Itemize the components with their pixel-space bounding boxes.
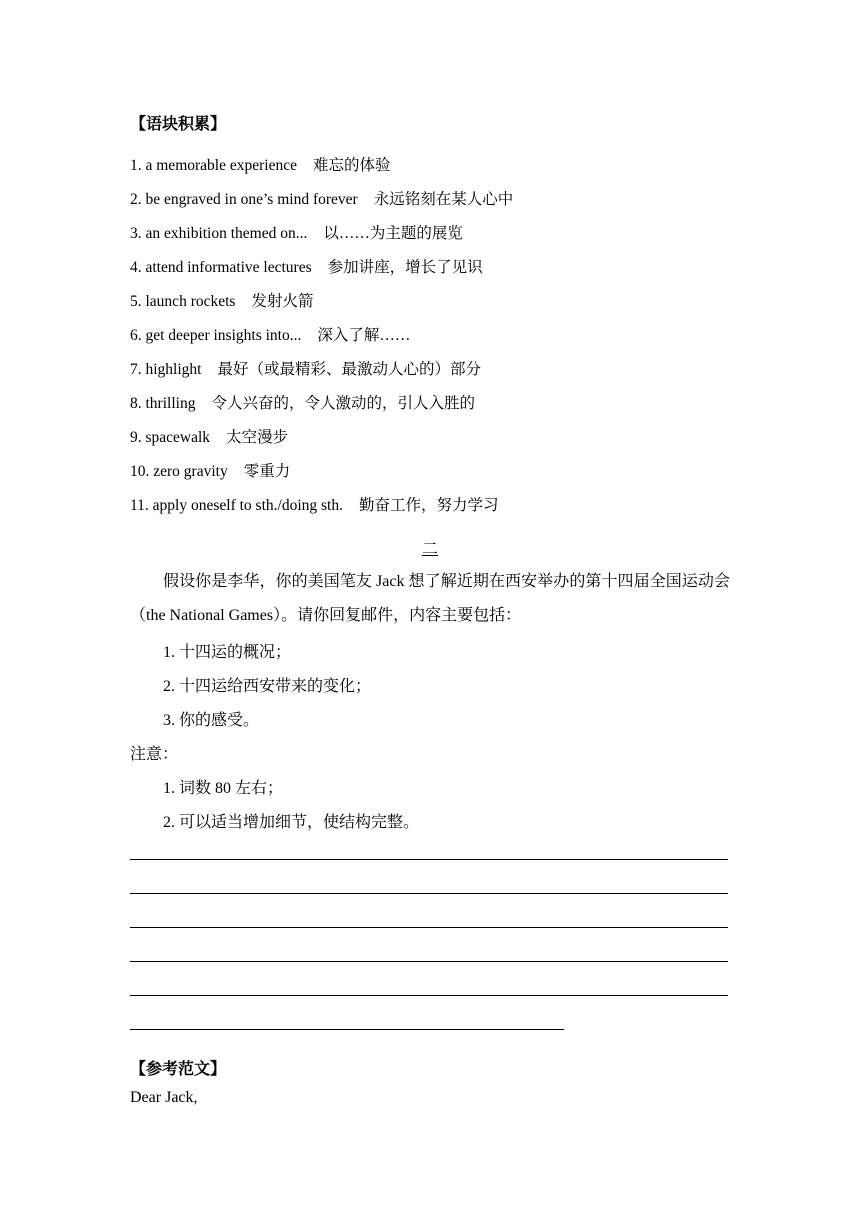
answer-line [130,995,728,996]
vocab-english: 5. launch rockets [130,293,236,310]
requirement-item: 2. 十四运给西安带来的变化； [163,678,372,695]
vocab-item [130,323,410,345]
vocab-chinese: 发射火箭 [251,293,314,310]
vocab-english: 2. be engraved in one’s mind forever [130,191,358,208]
vocab-item [130,493,498,515]
vocab-english: 6. get deeper insights into... [130,327,302,344]
vocab-item [130,187,513,209]
task-paragraph: 假设你是李华，你的美国笔友 Jack 想了解近期在西安举办的第十四届全国运动会（the National Games）。请你回复邮件，内容主要包括： [130,573,730,624]
vocab-english: 4. attend informative lectures [130,259,312,276]
vocab-chinese: 永远铭刻在某人心中 [373,191,514,208]
vocab-item [130,459,290,481]
greeting: Dear Jack, [130,1089,198,1106]
vocab-chinese: 太空漫步 [226,429,289,446]
vocab-item [130,255,483,277]
vocab-item [130,357,481,379]
vocab-item [130,391,475,413]
vocab-english: 11. apply oneself to sth./doing sth. [130,497,343,514]
vocab-chinese: 难忘的体验 [312,157,391,174]
vocab-item [130,289,313,311]
vocab-item [130,153,390,175]
vocab-chinese: 令人兴奋的，令人激动的，引人入胜的 [211,395,475,412]
section-title: 二 [421,541,438,558]
answer-line [130,1029,564,1030]
vocab-item [130,221,463,243]
answer-line [130,859,728,860]
vocab-chinese: 参加讲座，增长了见识 [327,259,483,276]
requirement-item: 3. 你的感受。 [163,712,260,729]
vocab-english: 9. spacewalk [130,429,211,446]
vocab-item [130,425,288,447]
vocab-chinese: 勤奋工作，努力学习 [358,497,499,514]
answer-line [130,927,728,928]
vocab-english: 8. thrilling [130,395,196,412]
notes-label: 注意： [130,746,179,763]
vocab-chinese: 最好（或最精彩、最激动人心的）部分 [217,361,481,378]
vocab-chinese: 以……为主题的展览 [323,225,463,242]
vocab-english: 3. an exhibition themed on... [130,225,308,242]
note-item: 2. 可以适当增加细节，使结构完整。 [163,814,420,831]
vocab-english: 7. highlight [130,361,202,378]
vocab-chinese: 深入了解…… [317,327,411,344]
answer-line [130,961,728,962]
requirement-item: 1. 十四运的概况； [163,644,292,661]
vocab-chinese: 零重力 [243,463,291,480]
answer-line [130,893,728,894]
vocab-english: 1. a memorable experience [130,157,297,174]
sample-heading: 【参考范文】 [130,1061,227,1078]
vocab-english: 10. zero gravity [130,463,228,480]
note-item: 1. 词数 80 左右； [163,780,284,797]
chunks-heading: 【语块积累】 [130,116,227,133]
